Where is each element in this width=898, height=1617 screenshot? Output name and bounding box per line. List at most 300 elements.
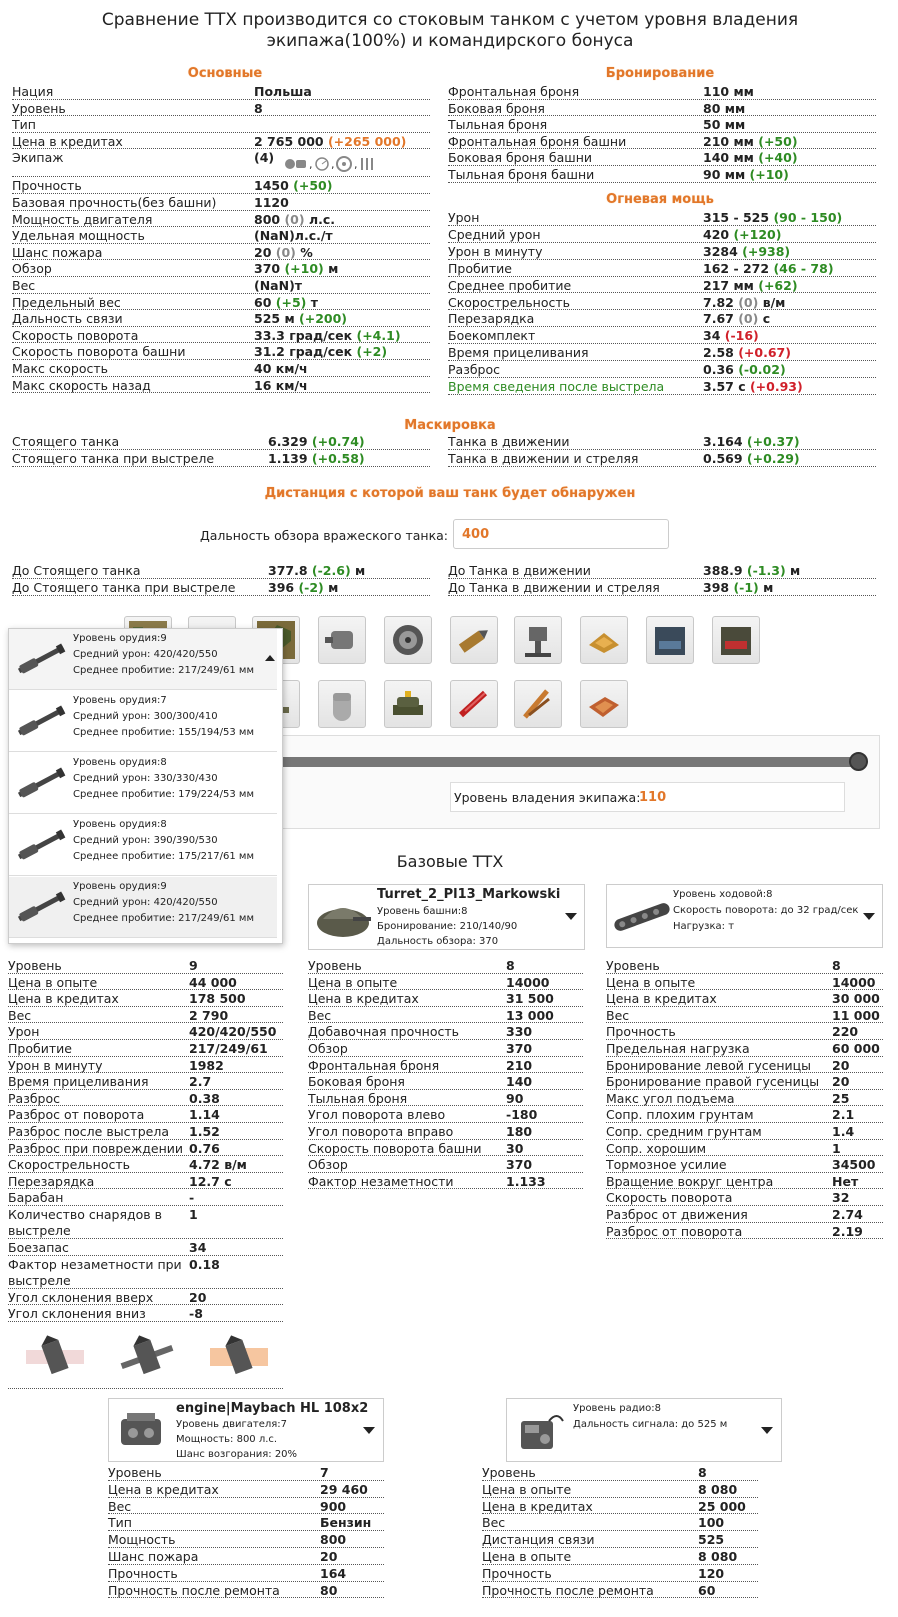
stat-label: Цена в кредитах [108, 1481, 219, 1497]
svg-text:,: , [309, 158, 313, 171]
engine-power: Мощность: 800 л.с. [176, 1434, 278, 1445]
stat-value: 370 [506, 1041, 533, 1056]
stat-value-group [832, 975, 876, 991]
stat-row [108, 1549, 384, 1565]
stat-label: Цена в кредитах [606, 991, 717, 1007]
stat-row [606, 1074, 883, 1090]
stat-value-group [703, 167, 789, 183]
stat-label: Время прицеливания [448, 345, 589, 361]
stat-value-group [268, 451, 365, 467]
stat-row [12, 178, 430, 194]
stat-label: Предельная нагрузка [606, 1041, 750, 1056]
turret-armor: Бронирование: 210/140/90 [377, 921, 518, 932]
stat-label: Стоящего танка при выстреле [12, 450, 215, 466]
stat-value-group [506, 1174, 546, 1190]
stat-value: 0.38 [189, 1090, 220, 1106]
stat-delta: (+10) [284, 261, 324, 277]
stat-value-group [506, 958, 515, 974]
stat-value: Нет [832, 1173, 859, 1189]
stat-value: 6.329 [268, 434, 308, 449]
stat-label: Среднее пробитие [448, 277, 572, 293]
fist-icon[interactable] [318, 680, 366, 728]
stat-value: - [189, 1190, 195, 1206]
stat-value: 40 км/ч [254, 361, 308, 376]
stat-value-group [254, 84, 312, 100]
stat-delta: (+120) [733, 226, 782, 242]
stat-row [482, 1465, 758, 1481]
stat-value-group [703, 278, 798, 294]
crew-slider-track[interactable] [276, 757, 862, 767]
stat-value: 1 [189, 1207, 198, 1222]
gun-icon [13, 639, 69, 683]
stat-label: Перезарядка [8, 1173, 95, 1189]
engine-level: Уровень двигателя:7 [176, 1419, 288, 1430]
gun-option[interactable] [9, 629, 277, 690]
stat-value-group [698, 1482, 737, 1498]
stat-value-group [189, 1041, 268, 1057]
stat-value-group [703, 261, 834, 277]
rammer-icon[interactable] [514, 616, 562, 664]
gun-icon [13, 887, 69, 931]
fire-extinguisher-icon[interactable] [318, 616, 366, 664]
stat-value-group [189, 1257, 220, 1273]
stat-value: 20 [832, 1074, 850, 1090]
stat-value: Бензин [320, 1515, 372, 1531]
gun-option-dmg: Средний урон: 300/300/410 [73, 711, 218, 722]
stat-value-group [506, 1157, 532, 1173]
stat-row [8, 1240, 283, 1256]
stat-label: Время сведения после выстрела [448, 379, 665, 394]
stat-delta: (-1.3) [746, 563, 786, 578]
section-camo-title: Маскировка [404, 418, 496, 433]
stat-value: 0.76 [189, 1140, 220, 1156]
stat-value: 44 000 [189, 974, 237, 990]
stat-row [308, 1008, 583, 1024]
stat-value: 30 000 [832, 991, 880, 1007]
stat-value: 16 км/ч [254, 377, 308, 393]
repair-kit-icon[interactable] [580, 616, 628, 664]
stat-value: 9 [189, 958, 198, 973]
stat-label: Тормозное усилие [606, 1157, 727, 1173]
stat-value-group [832, 1008, 880, 1024]
shells-divider [8, 1388, 283, 1389]
chassis-rotation: Скорость поворота: до 32 град/сек [673, 905, 859, 916]
radio-distance: Дальность сигнала: до 525 м [573, 1419, 728, 1430]
stat-value: 33.3 град/сек [254, 327, 353, 343]
stat-value-group [832, 1190, 849, 1206]
stat-row [448, 227, 876, 243]
spring-icon[interactable] [450, 680, 498, 728]
stat-label: Обзор [308, 1041, 348, 1056]
stat-row [448, 150, 876, 166]
stat-value-group [698, 1566, 724, 1582]
stat-row [482, 1583, 758, 1599]
stat-label: Вес [12, 278, 36, 293]
stat-delta: (+265 000) [327, 133, 407, 149]
stat-label: Уровень [108, 1465, 162, 1480]
stat-delta: (+50) [293, 178, 333, 194]
stat-value-group [506, 1107, 537, 1123]
stat-value-group [189, 1290, 206, 1306]
stat-row [8, 1041, 283, 1057]
stat-value: 7.82 [703, 294, 734, 310]
crew-level-box [450, 782, 845, 812]
stat-value-group [832, 1058, 849, 1074]
stat-label: Тыльная броня [308, 1090, 408, 1106]
stat-label: Мощность [108, 1532, 176, 1548]
stat-value-group [254, 328, 401, 344]
stat-value: 396 [268, 579, 295, 595]
ammo-box-100-icon[interactable] [646, 616, 694, 664]
stat-label: Разброс от поворота [606, 1223, 743, 1239]
stat-value: 60 [254, 294, 272, 310]
stat-value: 13 000 [506, 1007, 554, 1023]
stat-value-group [832, 1207, 863, 1223]
chevron-down-icon [761, 1427, 773, 1434]
stat-value-group [832, 1174, 858, 1190]
stat-row [482, 1482, 758, 1498]
stat-delta: (+200) [299, 311, 348, 327]
stat-value: 90 [506, 1090, 524, 1106]
stat-value: 34 [189, 1240, 207, 1255]
stat-row [606, 1091, 883, 1107]
stat-row [448, 379, 876, 395]
stat-value: 180 [506, 1124, 533, 1139]
stat-row [12, 278, 430, 294]
stat-row [308, 975, 583, 991]
stat-row [606, 1008, 883, 1024]
stat-value: 315 - 525 [703, 210, 770, 225]
stat-value: 14000 [506, 974, 550, 990]
tools-icon[interactable] [514, 680, 562, 728]
stat-row [448, 210, 876, 226]
stat-value-group [254, 361, 308, 377]
stat-row [308, 1091, 583, 1107]
stat-delta: (+4.1) [356, 327, 401, 343]
gun-option[interactable] [9, 753, 277, 814]
stat-label: Уровень [606, 958, 660, 973]
stat-value-group [189, 1074, 211, 1090]
stat-value-group [703, 580, 773, 596]
section-main-title: Основные [187, 66, 263, 81]
stat-value: 34500 [832, 1157, 876, 1173]
stat-label: Цена в кредитах [12, 133, 123, 149]
stat-value: 25 000 [698, 1498, 746, 1514]
stat-label: Вес [8, 1007, 32, 1023]
stat-row [108, 1532, 384, 1548]
stat-row [606, 1041, 883, 1057]
stat-label: Время прицеливания [8, 1074, 149, 1090]
section-fire-title: Огневая мощь [606, 192, 714, 207]
stat-unit: % [300, 244, 313, 260]
stat-label: Разброс от поворота [8, 1107, 145, 1123]
stat-value: 31.2 град/сек [254, 344, 353, 360]
stat-delta: (0) [275, 244, 296, 260]
stat-label: Цена в опыте [8, 974, 98, 990]
stat-row [448, 345, 876, 361]
stat-row [12, 245, 430, 261]
stat-label: Прочность [606, 1024, 676, 1040]
stat-value-group [189, 1008, 228, 1024]
stat-value: 217/249/61 [189, 1041, 268, 1056]
stat-value-group [506, 991, 554, 1007]
stat-value: 1450 [254, 178, 289, 194]
stat-row [606, 958, 883, 974]
stat-value: 210 мм [703, 133, 754, 149]
turret-name: Turret_2_Pl13_Markowski [377, 887, 561, 902]
stat-row [482, 1532, 758, 1548]
stat-value: 2.7 [189, 1074, 212, 1090]
stat-value-group [254, 278, 302, 294]
stat-label: Цена в опыте [606, 974, 696, 990]
wheel-icon[interactable] [384, 616, 432, 664]
shell-icon[interactable] [450, 616, 498, 664]
stat-value-group [703, 150, 798, 166]
stat-label: Угол поворота влево [308, 1107, 446, 1123]
gun-option[interactable] [9, 815, 277, 876]
stat-value-group [832, 1157, 876, 1173]
stat-label: Мощность двигателя [12, 211, 153, 227]
enemy-view-range-value: 400 [462, 527, 490, 542]
stat-value: 388.9 [703, 563, 743, 578]
stat-value-group [189, 1107, 220, 1123]
stat-value-group [703, 311, 770, 327]
stat-label: Фронтальная броня [448, 84, 580, 99]
stat-row [8, 1174, 283, 1190]
stat-row [12, 344, 430, 360]
chassis-icon [611, 895, 673, 939]
stat-value: 1.139 [268, 450, 308, 466]
stat-value: 11 000 [832, 1007, 880, 1023]
chassis-level: Уровень ходовой:8 [673, 889, 773, 900]
stat-label: Скорость поворота башни [12, 344, 186, 360]
stat-label: Нация [12, 84, 54, 99]
stat-row [12, 451, 430, 467]
stat-unit: т [310, 294, 318, 310]
stat-unit: м [355, 563, 366, 578]
stat-value: 3284 [703, 243, 738, 259]
section-armor-title: Бронирование [605, 66, 715, 81]
chevron-up-icon[interactable] [265, 655, 275, 661]
stat-label: Прочность [12, 178, 82, 194]
gun-icon [13, 825, 69, 869]
stat-value: (4) [254, 150, 275, 166]
enemy-view-range-input[interactable] [453, 519, 669, 549]
stat-label: Разброс [448, 362, 501, 378]
stat-value-group [254, 150, 274, 166]
stat-unit: л.с. [308, 211, 335, 227]
stat-value: 800 [320, 1532, 347, 1548]
crew-slider-handle[interactable] [849, 752, 868, 771]
stat-row [12, 84, 430, 100]
shell-apcr-icon[interactable] [112, 1332, 182, 1382]
radio-select-card[interactable] [506, 1398, 782, 1462]
stat-value: 2.1 [832, 1107, 855, 1123]
gun-dropdown[interactable] [8, 628, 283, 944]
stat-label: Урон в минуту [8, 1057, 103, 1073]
stat-delta: (-2) [298, 579, 324, 595]
stat-delta: (+0.93) [749, 379, 803, 394]
stat-value-group [320, 1499, 346, 1515]
stat-value-group [320, 1482, 368, 1498]
stat-label: Сопр. плохим грунтам [606, 1107, 754, 1123]
turret-view: Дальность обзора: 370 [377, 936, 499, 947]
shell-he-icon[interactable] [204, 1332, 274, 1382]
stat-value-group [189, 1174, 232, 1190]
stat-label: Уровень [12, 100, 66, 116]
stat-unit: м [328, 579, 339, 595]
stat-row [308, 1107, 583, 1123]
stat-row [448, 362, 876, 378]
stat-label: Цена в кредитах [482, 1498, 593, 1514]
stat-value: 32 [832, 1190, 850, 1206]
stat-label: Количество снарядов в выстреле [8, 1207, 163, 1238]
stat-unit: м [328, 261, 339, 277]
stat-label: Шанс пожара [12, 244, 103, 260]
stat-delta: (+40) [758, 150, 798, 166]
stat-value: 420/420/550 [189, 1024, 277, 1040]
stat-row [606, 1124, 883, 1140]
stat-row [606, 1058, 883, 1074]
stat-label: Цена в опыте [308, 974, 398, 990]
stat-row [606, 1190, 883, 1206]
stat-value-group [698, 1465, 707, 1481]
stat-row [12, 361, 430, 377]
stat-row [8, 1024, 283, 1040]
stat-label: Скорость поворота [12, 327, 139, 343]
stat-row [448, 167, 876, 183]
turret-select-card[interactable] [308, 884, 585, 950]
stat-label: Танка в движении и стреляя [448, 450, 639, 466]
stat-value: 14000 [832, 974, 876, 990]
engine-select-card[interactable] [108, 1398, 384, 1462]
stat-delta: (46 - 78) [773, 260, 834, 276]
stat-delta: (+938) [742, 243, 791, 259]
stat-row [8, 1091, 283, 1107]
stat-label: Предельный вес [12, 294, 121, 310]
shell-ap-icon[interactable] [20, 1332, 90, 1382]
stat-label: До Танка в движении [448, 563, 591, 578]
stat-delta: (0) [738, 294, 759, 310]
stat-value-group [703, 345, 791, 361]
stat-unit: м [763, 579, 774, 595]
stat-row [308, 1157, 583, 1173]
stat-value: 90 мм [703, 167, 746, 182]
gun-option[interactable] [9, 691, 277, 752]
stat-value-group [254, 134, 406, 150]
stat-delta: (+0.29) [746, 450, 800, 466]
stat-row [308, 1124, 583, 1140]
stat-label: Вес [308, 1007, 332, 1023]
chassis-select-card[interactable] [606, 884, 883, 948]
ammo-box-105-icon[interactable] [712, 616, 760, 664]
stat-value-group [254, 195, 289, 211]
stat-value-group [832, 1224, 863, 1240]
stat-label: Бронирование левой гусеницы [606, 1057, 812, 1073]
stat-row [448, 563, 876, 579]
stat-label: Цена в опыте [482, 1549, 572, 1564]
stat-value-group [832, 958, 841, 974]
stat-value-group [189, 1306, 203, 1322]
stat-value-group [254, 178, 332, 194]
stat-row [448, 434, 876, 450]
stat-value-group [703, 227, 781, 243]
stat-row [8, 1290, 283, 1306]
stat-label: Угол поворота вправо [308, 1124, 454, 1139]
stat-label: Тыльная броня [448, 117, 548, 133]
radio-level: Уровень радио:8 [573, 1403, 661, 1414]
stat-label: Урон в минуту [448, 243, 543, 259]
stat-value: 1.52 [189, 1124, 220, 1139]
stat-label: Экипаж [12, 150, 64, 166]
stat-value: 8 [506, 958, 515, 973]
stat-label: Добавочная прочность [308, 1024, 459, 1040]
fuel-icon[interactable] [580, 680, 628, 728]
stat-value-group [703, 84, 754, 100]
stat-row [482, 1499, 758, 1515]
stat-value-group [703, 210, 842, 226]
stat-label: Прочность после ремонта [482, 1582, 654, 1598]
stat-delta: (+62) [758, 277, 798, 293]
gun-option[interactable] [9, 877, 277, 938]
radio-icon [513, 1407, 567, 1455]
stat-row [12, 195, 430, 211]
stat-value-group [320, 1566, 346, 1582]
stat-label: Пробитие [8, 1041, 72, 1056]
stat-value-group [506, 1058, 532, 1074]
stat-row [8, 958, 283, 974]
stat-value: 20 [832, 1057, 850, 1073]
turret-icon [313, 893, 371, 943]
stat-label: Угол склонения вверх [8, 1289, 154, 1305]
stat-row [448, 328, 876, 344]
stat-label: Разброс после выстрела [8, 1124, 169, 1139]
stat-row [448, 84, 876, 100]
stat-value-group [703, 117, 745, 133]
stat-label: Тип [12, 117, 36, 133]
stat-label: Цена в кредитах [8, 991, 119, 1007]
stat-value-group [254, 295, 318, 311]
stat-label: Танка в движении [448, 434, 570, 449]
chevron-down-icon [863, 913, 875, 920]
svg-text:,: , [331, 158, 335, 171]
stat-label: Разброс [8, 1090, 61, 1106]
gun-option-pen: Среднее пробитие: 179/224/53 мм [73, 789, 255, 800]
stat-value: 7.67 [703, 311, 734, 327]
stat-value-group [189, 1207, 198, 1223]
stat-value: 2.74 [832, 1207, 863, 1222]
ventilation-icon[interactable] [384, 680, 432, 728]
stat-value-group [832, 1124, 854, 1140]
chevron-down-icon [565, 913, 577, 920]
stat-row [308, 1041, 583, 1057]
stat-value: 3.57 с [703, 379, 746, 394]
stat-row [8, 1058, 283, 1074]
stat-row [606, 1107, 883, 1123]
stat-row [108, 1499, 384, 1515]
stat-row [606, 1207, 883, 1223]
stat-value: 20 [254, 244, 272, 260]
base-stats-title: Базовые ТТХ [396, 852, 504, 871]
stat-value-group [506, 1024, 532, 1040]
stat-value: 217 мм [703, 277, 754, 293]
stat-label: Стоящего танка [12, 434, 120, 449]
stat-label: Уровень [482, 1465, 536, 1480]
stat-value: 2.19 [832, 1223, 863, 1239]
stat-label: Боковая броня [448, 100, 545, 116]
crew-level-label: Уровень владения экипажа: [454, 790, 641, 805]
stat-value-group [506, 1091, 523, 1107]
